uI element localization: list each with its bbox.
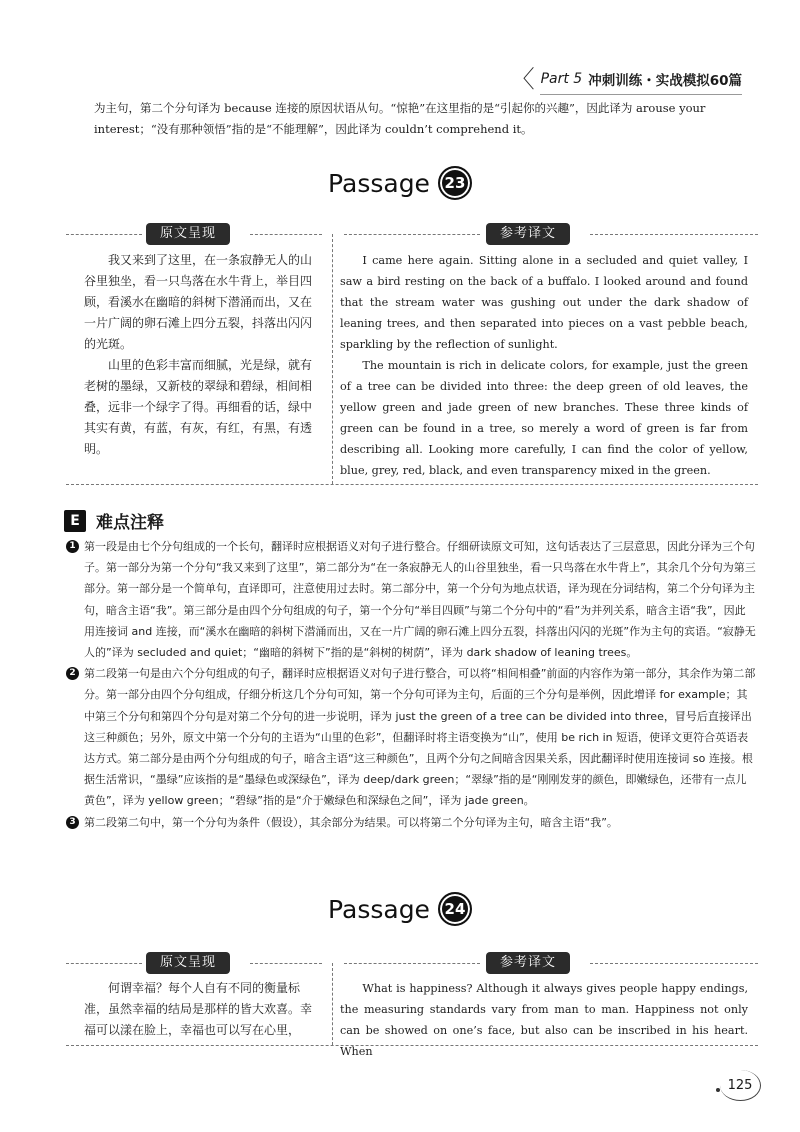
original-chinese-text <box>84 978 318 1041</box>
en-paragraph: The mountain is rich in delicate colors, for example, just the green of a tree can be divided into three: the deep green of old leaves, the yellow green and jade green of new branches. These three kinds of green can be found in a tree, so merely a word of green is far from describing all. Looking more carefully, I can find the color of yellow, blue, grey, red, black, and even transparency mixed in the green. <box>340 359 748 477</box>
en-paragraph: I came here again. Sitting alone in a secluded and quiet valley, I saw a bird resting on the back of a buffalo. I looked around and found that the stream water was gushing out under the dark shadow of leaning trees, and then separated into pieces on a vast pebble beach, sparkling by the reflection of sunlight. <box>340 254 748 351</box>
en-paragraph: What is happiness? Although it always gives people happy endings, the measuring standards vary from man to man. Happiness not only can be showed on one’s face, but also can be inscribed in his heart. When <box>340 982 748 1058</box>
note-item <box>66 663 756 811</box>
note-text: 第二段第二句中，第一个分句为条件（假设），其余部分为结果。可以将第二个分句译为主句，暗含主语“我”。 <box>84 815 618 829</box>
column-divider <box>332 963 333 1045</box>
cn-paragraph: 山里的色彩丰富而细腻，光是绿，就有老树的墨绿，又新枝的翠绿和碧绿，相间相叠，远非一个绿字了得。再细看的话，绿中其实有黄，有蓝，有灰，有红，有黑，有透明。 <box>84 358 313 456</box>
passage-label: Passage <box>328 894 430 924</box>
divider <box>344 963 480 964</box>
intro-paragraph: 为主句，第二个分句译为 because 连接的原因状语从句。“惊艳”在这里指的是“引起你的兴趣”，因此译为 arouse your interest；“没有那种领悟”指的是“不能理解”，因此译为 couldn’t comprehend it。 <box>94 101 706 136</box>
notes-icon: E <box>64 510 86 532</box>
original-text-label: 原文呈现 <box>146 223 230 245</box>
english-translation-text <box>340 978 748 1062</box>
passage-24-title <box>0 892 800 926</box>
english-translation-text <box>340 250 748 481</box>
section-title: 冲刺训练・实战模拟60篇 <box>588 73 742 89</box>
passage-23-title <box>0 166 800 200</box>
passage-label: Passage <box>328 168 430 198</box>
note-item <box>66 536 756 663</box>
divider <box>590 234 758 235</box>
divider <box>250 234 322 235</box>
notes-list <box>66 536 756 833</box>
note-number-badge: 3 <box>66 816 79 829</box>
cn-paragraph: 我又来到了这里，在一条寂静无人的山谷里独坐，看一只鸟落在水牛背上，举目四顾，看溪水在幽暗的斜树下潜涌而出，又在一片广阔的卵石滩上四分五裂，抖落出闪闪的光斑。 <box>84 253 313 351</box>
passage-number-badge: 23 <box>438 166 472 200</box>
column-divider <box>332 234 333 484</box>
passage-number-badge: 24 <box>438 892 472 926</box>
divider <box>344 234 480 235</box>
notes-heading <box>64 508 164 533</box>
bracket-decoration: 〈 <box>510 65 535 93</box>
divider <box>66 234 142 235</box>
original-chinese-text <box>84 250 318 460</box>
page-dot-decoration <box>716 1088 720 1092</box>
note-number-badge: 1 <box>66 540 79 553</box>
translation-label: 参考译文 <box>486 223 570 245</box>
part-label: Part 5 <box>540 71 583 87</box>
header-rule <box>540 94 742 95</box>
note-text: 第一段是由七个分句组成的一个长句，翻译时应根据语义对句子进行整合。仔细研读原文可知，这句话表达了三层意思，因此分译为三个句子。第一部分为第一个分句“我又来到了这里”，第二部分为“在一条寂静无人的山谷里独坐，看一只鸟落在水牛背上”，其余几个分句为第三部分。第一部分是一个简单句，直译即可，注意使用过去时。第二部分中，第一个分句为地点状语，译为现在分词结构，第二个分句译为主句，暗含主语“我”。第三部分是由四个分句组成的句子，第一个分句“举目四顾”与第二个分句中的“看”为并列关系，暗含主语“我”，因此用连接词 and 连接，而“溪水在幽暗的斜树下潜涌而出，又在一片广阔的卵石滩上四分五裂，抖落出闪闪的光斑”作为主句的宾语。“寂静无人的”译为 secluded and quiet；“幽暗的斜树下”指的是“斜树的树荫”，译为 dark shadow of leaning trees。 <box>84 540 756 660</box>
page-number: 125 <box>720 1070 761 1101</box>
note-number-badge: 2 <box>66 667 79 680</box>
note-text: 第二段第一句是由六个分句组成的句子，翻译时应根据语义对句子进行整合，可以将“相间相叠”前面的内容作为第一部分，其余作为第二部分。第一部分由四个分句组成，仔细分析这几个分句可知，第一个分句可译为主句，后面的三个分句是举例，因此增译 for example；其中第三个分句和第四个分句是对第二个分句的进一步说明，译为 just the green of a tree can be divided into three，冒号后直接译出这三种颜色；另外，原文中第一个分句的主语为“山里的色彩”，但翻译时将主语变换为“山”，使用 be rich in 短语，使译文更符合英语表达方式。第二部分是由两个分句组成的句子，暗含主语“这三种颜色”，且两个分句之间暗含因果关系，因此翻译时使用连接词 so 连接。根据生活常识，“墨绿”应该指的是“墨绿色或深绿色”，译为 deep/dark green；“翠绿”指的是“刚刚发芽的颜色，即嫩绿色，还带有一点儿黄色”，译为 yellow green；“碧绿”指的是“介于嫩绿色和深绿色之间”，译为 jade green。 <box>84 667 756 808</box>
divider <box>250 963 322 964</box>
running-header <box>511 66 742 92</box>
divider <box>66 484 758 485</box>
cn-paragraph: 何谓幸福？每个人自有不同的衡量标准，虽然幸福的结局是那样的皆大欢喜。幸福可以漾在脸上，幸福也可以写在心里， <box>84 981 313 1037</box>
note-item <box>66 812 756 833</box>
translation-label: 参考译文 <box>486 952 570 974</box>
original-text-label: 原文呈现 <box>146 952 230 974</box>
notes-heading-label: 难点注释 <box>96 513 164 533</box>
divider <box>590 963 758 964</box>
divider <box>66 963 142 964</box>
